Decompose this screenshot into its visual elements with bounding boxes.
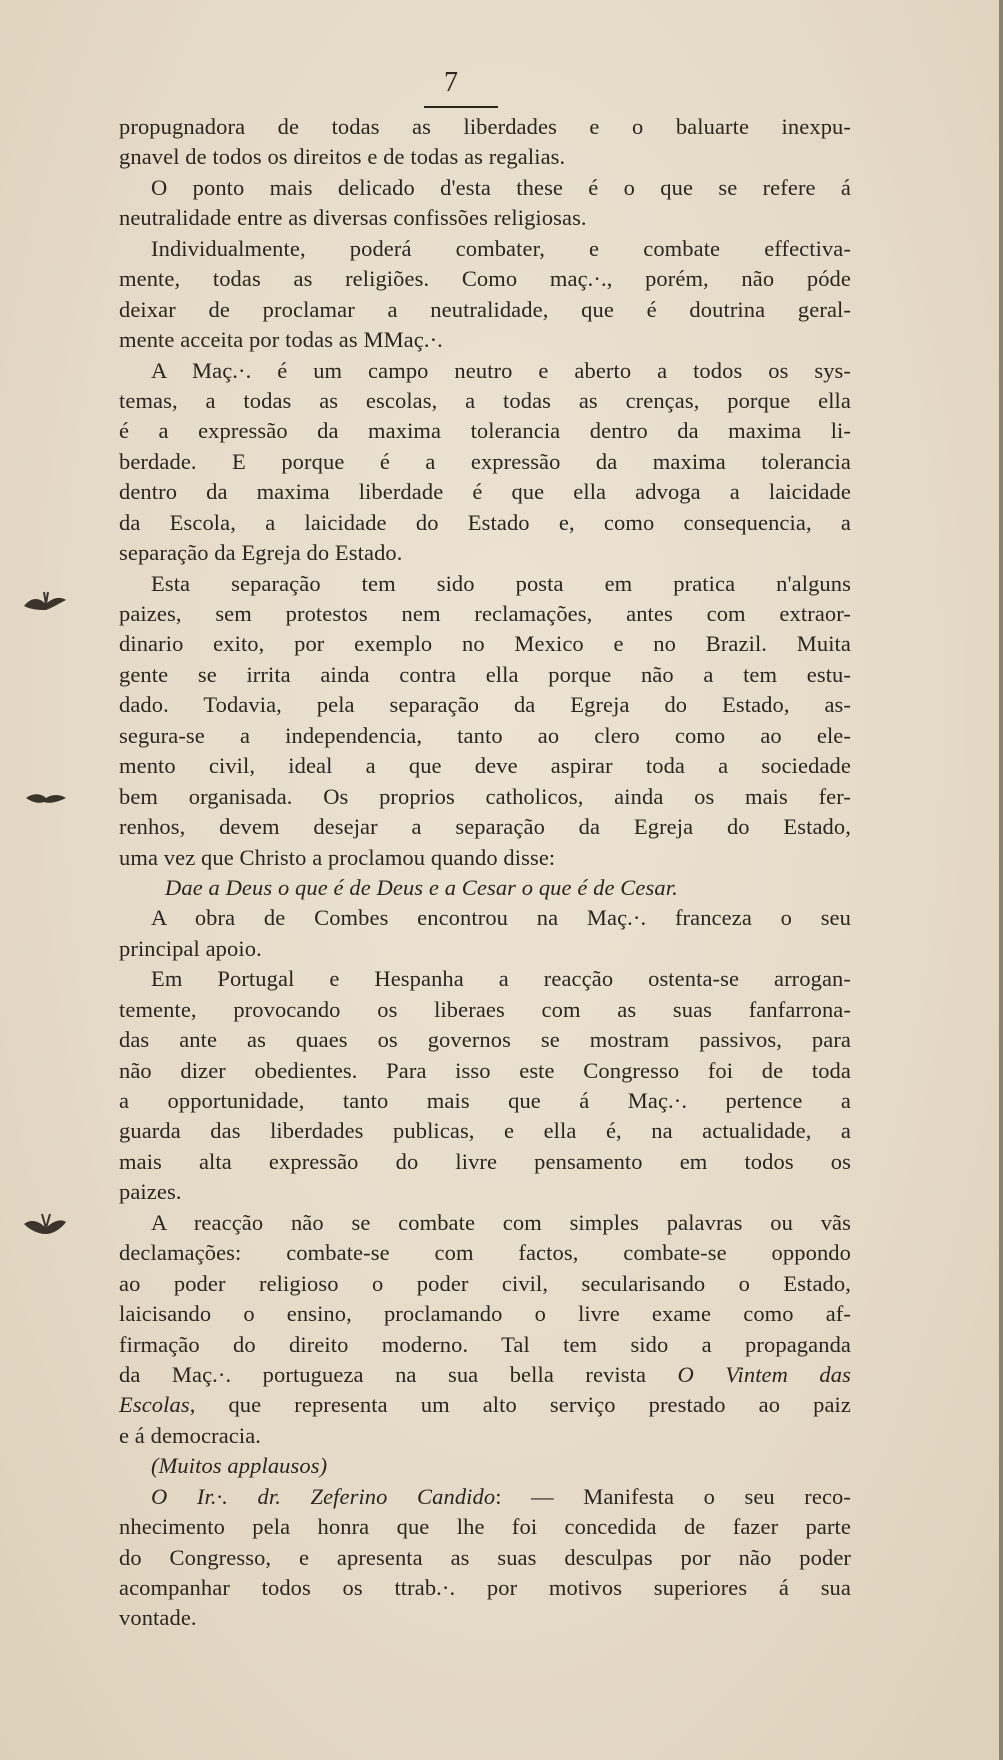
text-line: A reacção não se combate com simples palavras ou vãs <box>151 1209 851 1235</box>
text-line-mixed <box>119 1360 851 1390</box>
text-line: renhos, devem desejar a separação da Egreja do Estado, <box>119 814 851 840</box>
text-line: mais alta expressão do livre pensamento em todos os <box>119 1148 851 1174</box>
text-line: mente acceita por todas as MMaç.·. <box>119 327 443 353</box>
text-line: laicisando o ensino, proclamando o livre exame como af- <box>119 1301 851 1327</box>
text-line: firmação do direito moderno. Tal tem sido a propaganda <box>119 1331 851 1357</box>
magazine-title: Escolas <box>119 1392 190 1418</box>
text-line: principal apoio. <box>119 935 262 961</box>
text-line: vontade. <box>119 1605 197 1631</box>
text-segment: da Maç.·. portugueza na sua bella revista <box>119 1361 678 1387</box>
magazine-title: O Vintem das <box>677 1361 851 1387</box>
text-line: Em Portugal e Hespanha a reacção ostenta-se arrogan- <box>151 966 851 992</box>
text-line: gnavel de todos os direitos e de todas as regalias. <box>119 144 566 170</box>
margin-flower-icon <box>22 1210 68 1240</box>
text-line: segura-se a independencia, tanto ao clero como ao ele- <box>119 722 851 748</box>
text-line-mixed <box>119 1390 851 1420</box>
text-line: é a expressão da maxima tolerancia dentro da maxima li- <box>119 418 851 444</box>
text-line: A obra de Combes encontrou na Maç.·. franceza o seu <box>151 905 851 931</box>
text-line: nhecimento pela honra que lhe foi concedida de fazer parte <box>119 1514 851 1540</box>
text-line: bem organisada. Os proprios catholicos, ainda os mais fer- <box>119 783 851 809</box>
text-line: uma vez que Christo a proclamou quando disse: <box>119 844 556 870</box>
text-line: da Escola, a laicidade do Estado e, como consequencia, a <box>119 509 851 535</box>
text-line: dado. Todavia, pela separação da Egreja do Estado, as- <box>119 692 851 718</box>
margin-flower-icon <box>22 782 68 812</box>
quote-line: Dae a Deus o que é de Deus e a Cesar o que é de Cesar. <box>165 874 678 900</box>
text-line: acompanhar todos os ttrab.·. por motivos superiores á sua <box>119 1575 851 1600</box>
text-line: das ante as quaes os governos se mostram passivos, para <box>119 1027 851 1053</box>
text-line: mente, todas as religiões. Como maç.·., porém, não póde <box>119 266 851 292</box>
body-text <box>119 112 851 1634</box>
text-segment: , que representa um alto serviço prestado ao paiz <box>189 1392 851 1418</box>
text-line-mixed <box>119 1482 851 1512</box>
text-line: dinario exito, por exemplo no Mexico e no Brazil. Muita <box>119 631 851 657</box>
text-line: neutralidade entre as diversas confissões religiosas. <box>119 205 587 231</box>
text-line: mento civil, ideal a que deve aspirar toda a sociedade <box>119 753 851 779</box>
text-line: propugnadora de todas as liberdades e o baluarte inexpu- <box>119 114 851 139</box>
text-line: separação da Egreja do Estado. <box>119 540 403 566</box>
text-line: declamações: combate-se com factos, combate-se oppondo <box>119 1240 851 1266</box>
text-line: e á democracia. <box>119 1422 262 1448</box>
text-line: dentro da maxima liberdade é que ella advoga a laicidade <box>119 479 851 505</box>
text-line: A Maç.·. é um campo neutro e aberto a todos os sys- <box>151 357 851 383</box>
text-line: Esta separação tem sido posta em pratica n'alguns <box>151 570 851 596</box>
text-line: temas, a todas as escolas, a todas as crenças, porque ella <box>119 387 851 413</box>
speaker-name: O Ir.·. dr. Zeferino Candido <box>151 1483 496 1509</box>
text-line: paizes. <box>119 1179 182 1205</box>
text-line: Individualmente, poderá combater, e combate effectiva- <box>151 235 851 261</box>
text-line: guarda das liberdades publicas, e ella é, na actualidade, a <box>119 1118 851 1144</box>
text-segment: : — Manifesta o seu reco- <box>495 1483 852 1509</box>
page-edge-shadow <box>999 0 1003 1760</box>
page-number: 7 <box>444 67 458 98</box>
text-line: gente se irrita ainda contra ella porque não a tem estu- <box>119 661 851 687</box>
margin-flower-icon <box>22 588 68 618</box>
text-line: não dizer obedientes. Para isso este Congresso foi de toda <box>119 1057 851 1083</box>
text-line: ao poder religioso o poder civil, secularisando o Estado, <box>119 1270 851 1296</box>
text-line: deixar de proclamar a neutralidade, que é doutrina geral- <box>119 296 851 322</box>
text-line: a opportunidade, tanto mais que á Maç.·. pertence a <box>119 1088 851 1113</box>
text-line: berdade. E porque é a expressão da maxima tolerancia <box>119 448 851 474</box>
applause-note: (Muitos applausos) <box>151 1453 328 1479</box>
page-number-rule <box>424 106 498 108</box>
text-line: do Congresso, e apresenta as suas desculpas por não poder <box>119 1544 851 1570</box>
text-line: paizes, sem protestos nem reclamações, antes com extraor- <box>119 601 851 626</box>
text-line: temente, provocando os liberaes com as suas fanfarrona- <box>119 996 851 1022</box>
text-line: O ponto mais delicado d'esta these é o que se refere á <box>151 174 851 200</box>
